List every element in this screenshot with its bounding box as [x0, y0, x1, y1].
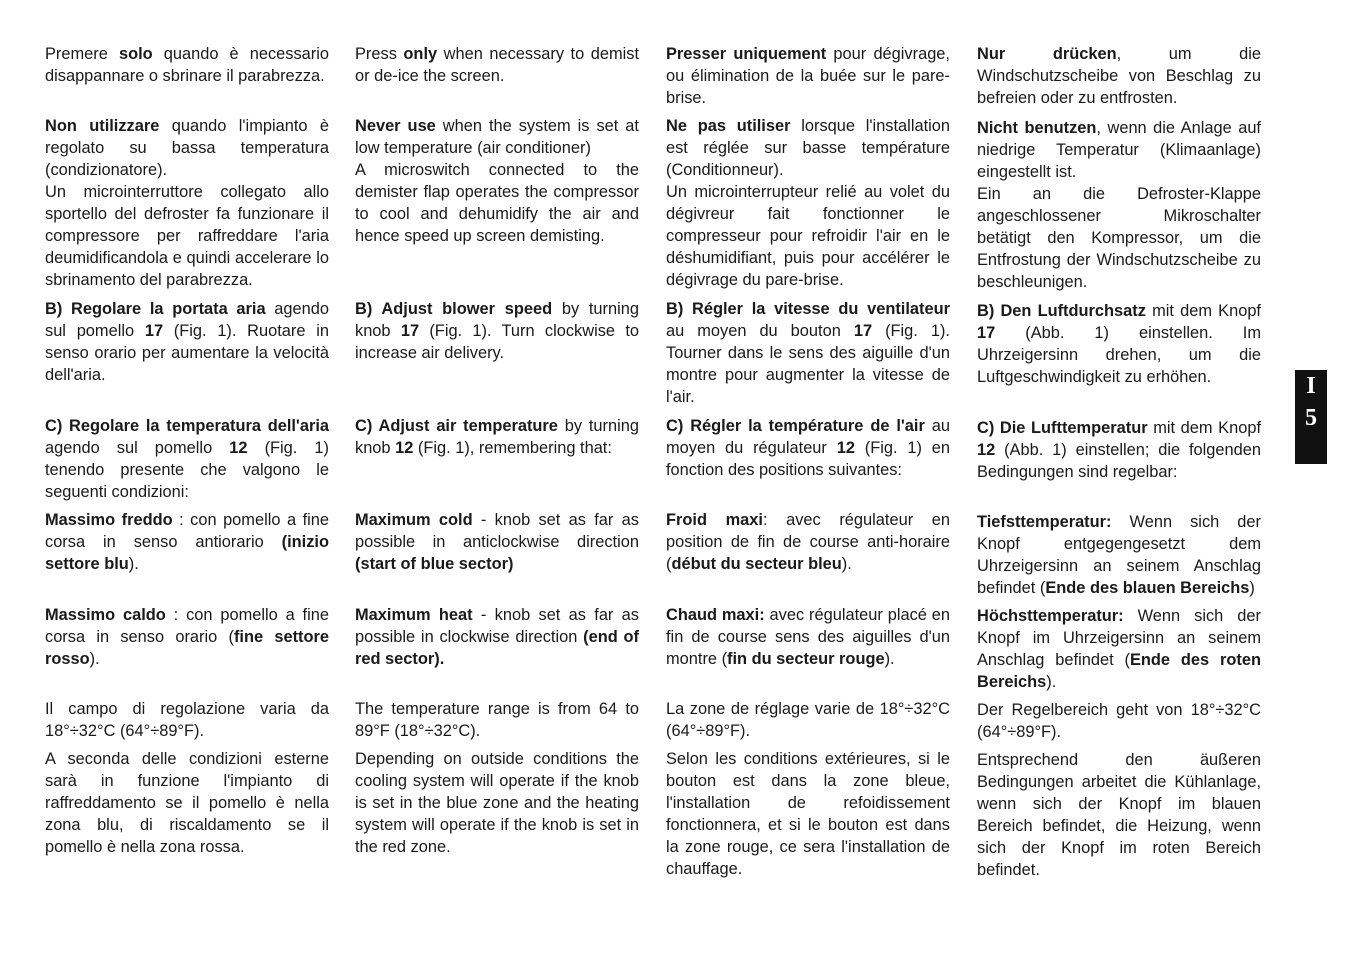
text-run: : con pomello a fine corsa in senso antiorario	[45, 511, 329, 551]
bold-term: Tiefsttemperatur:	[977, 513, 1112, 531]
paragraph-it-warning	[45, 115, 329, 291]
paragraph-de-intro	[977, 43, 1261, 109]
paragraph-it-max-heat	[45, 604, 329, 670]
text-run: - knob set as far as possible in clockwise direction	[355, 606, 639, 646]
text-run: La zone de réglage varie de 18°÷32°C (64°÷89°F).	[666, 700, 950, 740]
paragraph-en-intro	[355, 43, 639, 87]
paragraph-it-blower-speed	[45, 298, 329, 386]
paragraph-en-warning	[355, 115, 639, 247]
paragraph-fr-warning	[666, 115, 950, 291]
bold-term: Nur drücken	[977, 45, 1117, 63]
paragraph-de-operation	[977, 749, 1261, 881]
text-run: agendo sul pomello	[45, 300, 329, 340]
bold-term: Massimo freddo	[45, 511, 173, 529]
text-run: )	[1249, 579, 1255, 597]
bold-term: C) Adjust air temperature	[355, 417, 558, 435]
text-run: : avec régulateur en position de fin de course anti-horaire (	[666, 511, 951, 573]
bold-term: 17	[400, 322, 420, 340]
paragraph-fr-air-temperature	[666, 415, 950, 481]
text-run: pour dégivrage, ou élimination de la buée sur le pare-brise.	[666, 45, 950, 107]
bold-term: C) Die Lufttemperatur	[977, 419, 1148, 437]
bold-term: début du secteur bleu	[671, 555, 842, 573]
bold-term: 17	[853, 322, 873, 340]
text-run: (Fig. 1). Turn clockwise to increase air delivery.	[355, 322, 639, 362]
bold-term: 12	[836, 439, 855, 457]
bold-term: Nicht benutzen	[977, 119, 1097, 137]
text-run: au moyen du bouton	[666, 322, 854, 340]
paragraph-de-range	[977, 699, 1261, 743]
text-run: A microswitch connected to the demister flap operates the compressor to cool and dehumidify the air and hence speed up screen demisting.	[355, 161, 639, 245]
bold-term: 17	[977, 324, 996, 342]
bold-term: 12	[977, 441, 996, 459]
text-run: agendo sul pomello	[45, 439, 230, 457]
text-run: when necessary to demist or de-ice the screen.	[355, 45, 640, 85]
text-run: avec régulateur placé en fin de course sens des aiguilles d'un montre (	[666, 606, 950, 668]
text-run: (Fig. 1), remembering that:	[413, 439, 612, 457]
text-run: au moyen du régulateur	[666, 417, 950, 457]
text-run: Il campo di regolazione varia da 18°÷32°C (64°÷89°F).	[45, 700, 329, 740]
bold-term: 17	[144, 322, 164, 340]
text-run: : con pomello a fine corsa in senso orario (	[45, 606, 329, 646]
paragraph-de-max-heat	[977, 605, 1261, 693]
text-run: Un microinterruttore collegato allo sportello del defroster fa funzionare il compressore per raffreddare l'aria deumidificandola e quindi accelerare lo sbrinamento del parabrezza.	[45, 183, 329, 289]
paragraph-de-air-temperature	[977, 417, 1261, 483]
bold-term: Froid maxi	[666, 511, 763, 529]
bold-term: (inizio settore blu	[45, 533, 329, 573]
text-run: ).	[1046, 673, 1057, 691]
bold-term: B) Den Luftdurchsatz	[977, 302, 1146, 320]
bold-term: only	[403, 45, 438, 63]
bold-term: fine settore rosso	[45, 628, 329, 668]
bold-term: B) Regolare la portata aria	[45, 300, 266, 318]
text-run: Wenn sich der Knopf entgegengesetzt dem Uhrzeigersinn an seinem Anschlag befindet (	[977, 513, 1261, 597]
text-run: mit dem Knopf	[1147, 419, 1262, 437]
bold-term: fin du secteur rouge	[727, 650, 885, 668]
text-run: Un microinterrupteur relié au volet du dégivreur fait fonctionner le compresseur pour refroidir l'air en le déshumidifiant, puis pour accélérer le dégivrage du pare-brise.	[666, 183, 950, 289]
section-tab	[1295, 370, 1327, 464]
paragraph-it-intro	[45, 43, 329, 87]
text-run: ).	[841, 555, 852, 573]
bold-term: Maximum heat	[355, 606, 473, 624]
bold-term: Never use	[355, 117, 436, 135]
text-run: Press	[355, 45, 404, 63]
text-run: (Fig. 1). Tourner dans le sens des aiguille d'un montre pour augmenter la vitesse de l'air.	[666, 322, 950, 406]
paragraph-en-operation	[355, 748, 639, 858]
text-run: ).	[884, 650, 895, 668]
bold-term: Ende des roten Bereichs	[977, 651, 1262, 691]
paragraph-en-max-cold	[355, 509, 639, 575]
paragraph-it-range	[45, 698, 329, 742]
text-run: Entsprechend den äußeren Bedingungen arbeitet die Kühlanlage, wenn sich der Knopf im blauen Bereich befindet, die Heizung, wenn sich der Knopf im roten Bereich befindet.	[977, 751, 1261, 879]
text-run: , um die Windschutzscheibe von Beschlag zu befreien oder zu entfrosten.	[977, 45, 1261, 107]
bold-term: 12	[395, 439, 414, 457]
paragraph-en-max-heat	[355, 604, 639, 670]
paragraph-de-warning	[977, 117, 1261, 293]
bold-term: Ende des blauen Bereichs	[1045, 579, 1250, 597]
bold-term: 12	[229, 439, 248, 457]
bold-term: Höchsttemperatur:	[977, 607, 1124, 625]
text-run: (Abb. 1) einstellen; die folgenden Bedingungen sind regelbar:	[977, 441, 1261, 481]
text-run: The temperature range is from 64 to 89°F (18°÷32°C).	[355, 700, 639, 740]
text-run: (Fig. 1) en fonction des positions suivantes:	[666, 439, 950, 479]
text-run: A seconda delle condizioni esterne sarà in funzione l'impianto di raffreddamento se il pomello è nella zona blu, di riscaldamento se il pomello è nella zona rossa.	[45, 750, 329, 856]
bold-term: Maximum cold	[355, 511, 473, 529]
text-run: ).	[89, 650, 100, 668]
paragraph-fr-max-heat	[666, 604, 950, 670]
paragraph-fr-range	[666, 698, 950, 742]
text-run: quando l'impianto è regolato su bassa temperatura (condizionatore).	[45, 117, 329, 179]
paragraph-fr-operation	[666, 748, 950, 880]
paragraph-fr-max-cold	[666, 509, 950, 575]
text-run: Depending on outside conditions the cooling system will operate if the knob is set in the blue zone and the heating system will operate if the knob is set in the red zone.	[355, 750, 639, 856]
paragraph-en-air-temperature	[355, 415, 639, 459]
section-tab-letter: I	[1306, 373, 1316, 399]
bold-term: B) Adjust blower speed	[355, 300, 553, 318]
paragraph-it-max-cold	[45, 509, 329, 575]
paragraph-fr-intro	[666, 43, 950, 109]
bold-term: Massimo caldo	[45, 606, 166, 624]
paragraph-en-range	[355, 698, 639, 742]
bold-term: C) Régler la température de l'air	[666, 417, 925, 435]
text-run: - knob set as far as possible in anticlockwise direction	[355, 511, 639, 551]
paragraph-fr-blower-speed	[666, 298, 950, 408]
bold-term: B) Régler la vitesse du ventilateur	[666, 300, 950, 318]
bold-term: Presser uniquement	[666, 45, 827, 63]
section-tab-number: 5	[1305, 405, 1317, 431]
bold-term: C) Regolare la temperatura dell'aria	[45, 417, 329, 435]
text-run: by turning knob	[355, 300, 639, 340]
text-run: quando è necessario disappannare o sbrinare il parabrezza.	[45, 45, 329, 85]
text-run: (Abb. 1) einstellen. Im Uhrzeigersinn drehen, um die Luftgeschwindigkeit zu erhöhen.	[977, 324, 1261, 386]
text-run: by turning knob	[355, 417, 639, 457]
bold-term: solo	[118, 45, 153, 63]
text-run: Ein an die Defroster-Klappe angeschlossener Mikroschalter betätigt den Kompressor, um die Entfrostung der Windschutzscheibe zu beschleunigen.	[977, 185, 1261, 291]
text-run: when the system is set at low temperature (air conditioner)	[355, 117, 639, 157]
text-run: Der Regelbereich geht von 18°÷32°C (64°÷89°F).	[977, 701, 1261, 741]
text-run: Premere	[45, 45, 119, 63]
bold-term: Non utilizzare	[45, 117, 160, 135]
paragraph-it-operation	[45, 748, 329, 858]
paragraph-de-max-cold	[977, 511, 1261, 599]
bold-term: (end of red sector).	[355, 628, 639, 668]
text-run: (Fig. 1). Ruotare in senso orario per aumentare la velocità dell'aria.	[45, 322, 329, 384]
paragraph-it-air-temperature	[45, 415, 329, 503]
text-run: ).	[128, 555, 139, 573]
paragraph-en-blower-speed	[355, 298, 639, 364]
text-run: Selon les conditions extérieures, si le bouton est dans la zone bleue, l'installation de refoidissement fonctionnera, et si le bouton est dans la zone rouge, ce sera l'installation de chauffage.	[666, 750, 950, 878]
bold-term: Ne pas utiliser	[666, 117, 791, 135]
text-run: , wenn die Anlage auf niedrige Temperatur (Klimaanlage) eingestellt ist.	[977, 119, 1261, 181]
text-run: Wenn sich der Knopf im Uhrzeigersinn an seinem Anschlag befindet (	[977, 607, 1261, 669]
bold-term: (start of blue sector)	[355, 555, 514, 573]
text-run: lorsque l'installation est réglée sur basse température (Conditionneur).	[666, 117, 950, 179]
bold-term: Chaud maxi:	[666, 606, 765, 624]
text-run: (Fig. 1) tenendo presente che valgono le seguenti condizioni:	[45, 439, 329, 501]
text-run: mit dem Knopf	[1145, 302, 1261, 320]
paragraph-de-blower-speed	[977, 300, 1261, 388]
